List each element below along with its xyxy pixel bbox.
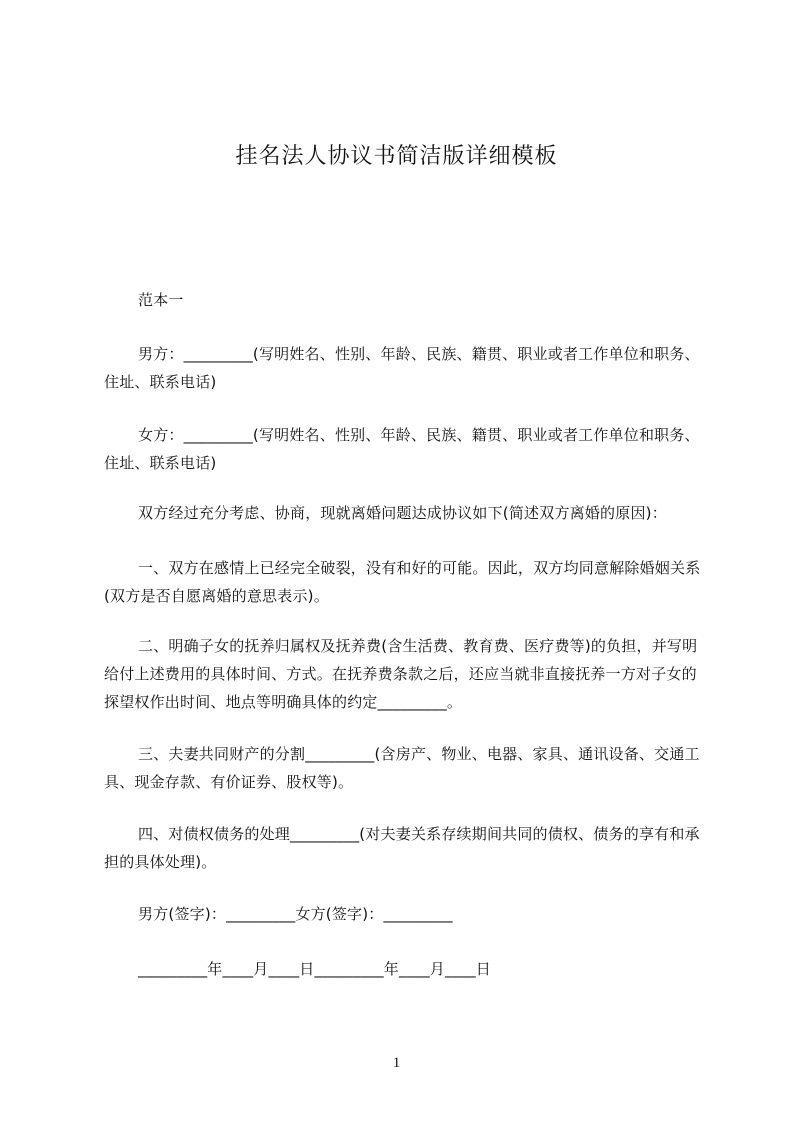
paragraph-agreement-intro: 双方经过充分考虑、协商，现就离婚问题达成协议如下(简述双方离婚的原因)： bbox=[138, 504, 667, 522]
paragraph-clause-3: 三、夫妻共同财产的分割_________(含房产、物业、电器、家具、通讯设备、交通工具、现金存款、有价证券、股权等)。 bbox=[104, 745, 700, 791]
signature-line: 男方(签字)：_________女方(签字)：_________ bbox=[138, 905, 453, 923]
document-title: 挂名法人协议书简洁版详细模板 bbox=[235, 144, 558, 169]
page-number: 1 bbox=[392, 1055, 401, 1071]
section-heading: 范本一 bbox=[138, 291, 184, 309]
date-line: _________年____月____日_________年____月____日 bbox=[138, 960, 492, 978]
paragraph-clause-1: 一、双方在感情上已经完全破裂，没有和好的可能。因此，双方均同意解除婚姻关系(双方是否自愿离婚的意思表示)。 bbox=[104, 559, 701, 605]
paragraph-male-party: 男方：_________(写明姓名、性别、年龄、民族、籍贯、职业或者工作单位和职务、住址、联系电话) bbox=[104, 345, 700, 391]
paragraph-female-party: 女方：_________(写明姓名、性别、年龄、民族、籍贯、职业或者工作单位和职务、住址、联系电话) bbox=[104, 426, 700, 472]
paragraph-clause-2: 二、明确子女的抚养归属权及抚养费(含生活费、教育费、医疗费等)的负担，并写明给付上述费用的具体时间、方式。在抚养费条款之后，还应当就非直接抚养一方对子女的探望权作出时间、地点等明确具体的约定_________。 bbox=[104, 637, 698, 711]
paragraph-clause-4: 四、对债权债务的处理_________(对夫妻关系存续期间共同的债权、债务的享有和承担的具体处理)。 bbox=[104, 825, 700, 871]
